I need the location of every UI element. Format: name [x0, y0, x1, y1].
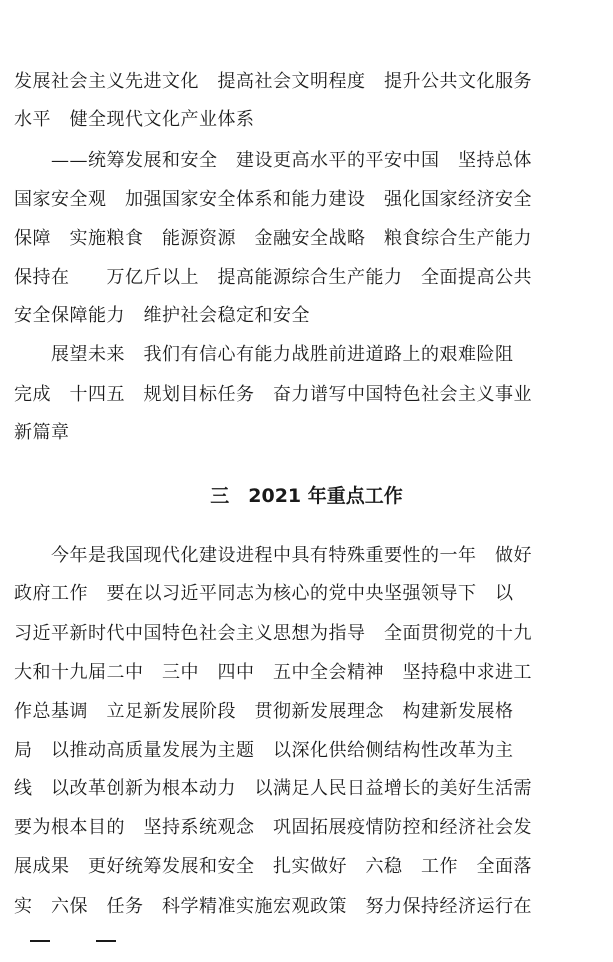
paragraph-line: 国家安全观 加强国家安全体系和能力建设 强化国家经济安全 [14, 189, 532, 210]
continuation-dashes [30, 926, 150, 956]
paragraph-line: 线 以改革创新为根本动力 以满足人民日益增长的美好生活需 [14, 778, 532, 799]
paragraph-line: 局 以推动高质量发展为主题 以深化供给侧结构性改革为主 [14, 740, 514, 761]
paragraph-line: 保持在 万亿斤以上 提高能源综合生产能力 全面提高公共 [14, 267, 532, 288]
dash-mark [30, 940, 50, 942]
dash-mark [96, 940, 116, 942]
paragraph-line: 实 六保 任务 科学精准实施宏观政策 努力保持经济运行在 [14, 896, 532, 917]
paragraph-line: 安全保障能力 维护社会稳定和安全 [14, 305, 310, 326]
paragraph-line: 水平 健全现代文化产业体系 [14, 109, 255, 130]
paragraph-line: 展望未来 我们有信心有能力战胜前进道路上的艰难险阻 [14, 344, 514, 365]
paragraph-line: 新篇章 [14, 422, 70, 443]
paragraph-line: 今年是我国现代化建设进程中具有特殊重要性的一年 做好 [14, 545, 532, 566]
paragraph-line: 发展社会主义先进文化 提高社会文明程度 提升公共文化服务 [14, 71, 532, 92]
paragraph-line: 政府工作 要在以习近平同志为核心的党中央坚强领导下 以 [14, 583, 514, 604]
paragraph-line: 大和十九届二中 三中 四中 五中全会精神 坚持稳中求进工 [14, 662, 532, 683]
paragraph-line: 习近平新时代中国特色社会主义思想为指导 全面贯彻党的十九 [14, 623, 532, 644]
paragraph-line: 要为根本目的 坚持系统观念 巩固拓展疫情防控和经济社会发 [14, 817, 532, 838]
paragraph-line: 展成果 更好统筹发展和安全 扎实做好 六稳 工作 全面落 [14, 856, 532, 877]
section-heading: 三 2021 年重点工作 [210, 485, 403, 507]
paragraph-line: 保障 实施粮食 能源资源 金融安全战略 粮食综合生产能力 [14, 228, 532, 249]
paragraph-line: 完成 十四五 规划目标任务 奋力谱写中国特色社会主义事业 [14, 384, 532, 405]
paragraph-line: 作总基调 立足新发展阶段 贯彻新发展理念 构建新发展格 [14, 701, 514, 722]
paragraph-line: ——统筹发展和安全 建设更高水平的平安中国 坚持总体 [14, 150, 532, 171]
